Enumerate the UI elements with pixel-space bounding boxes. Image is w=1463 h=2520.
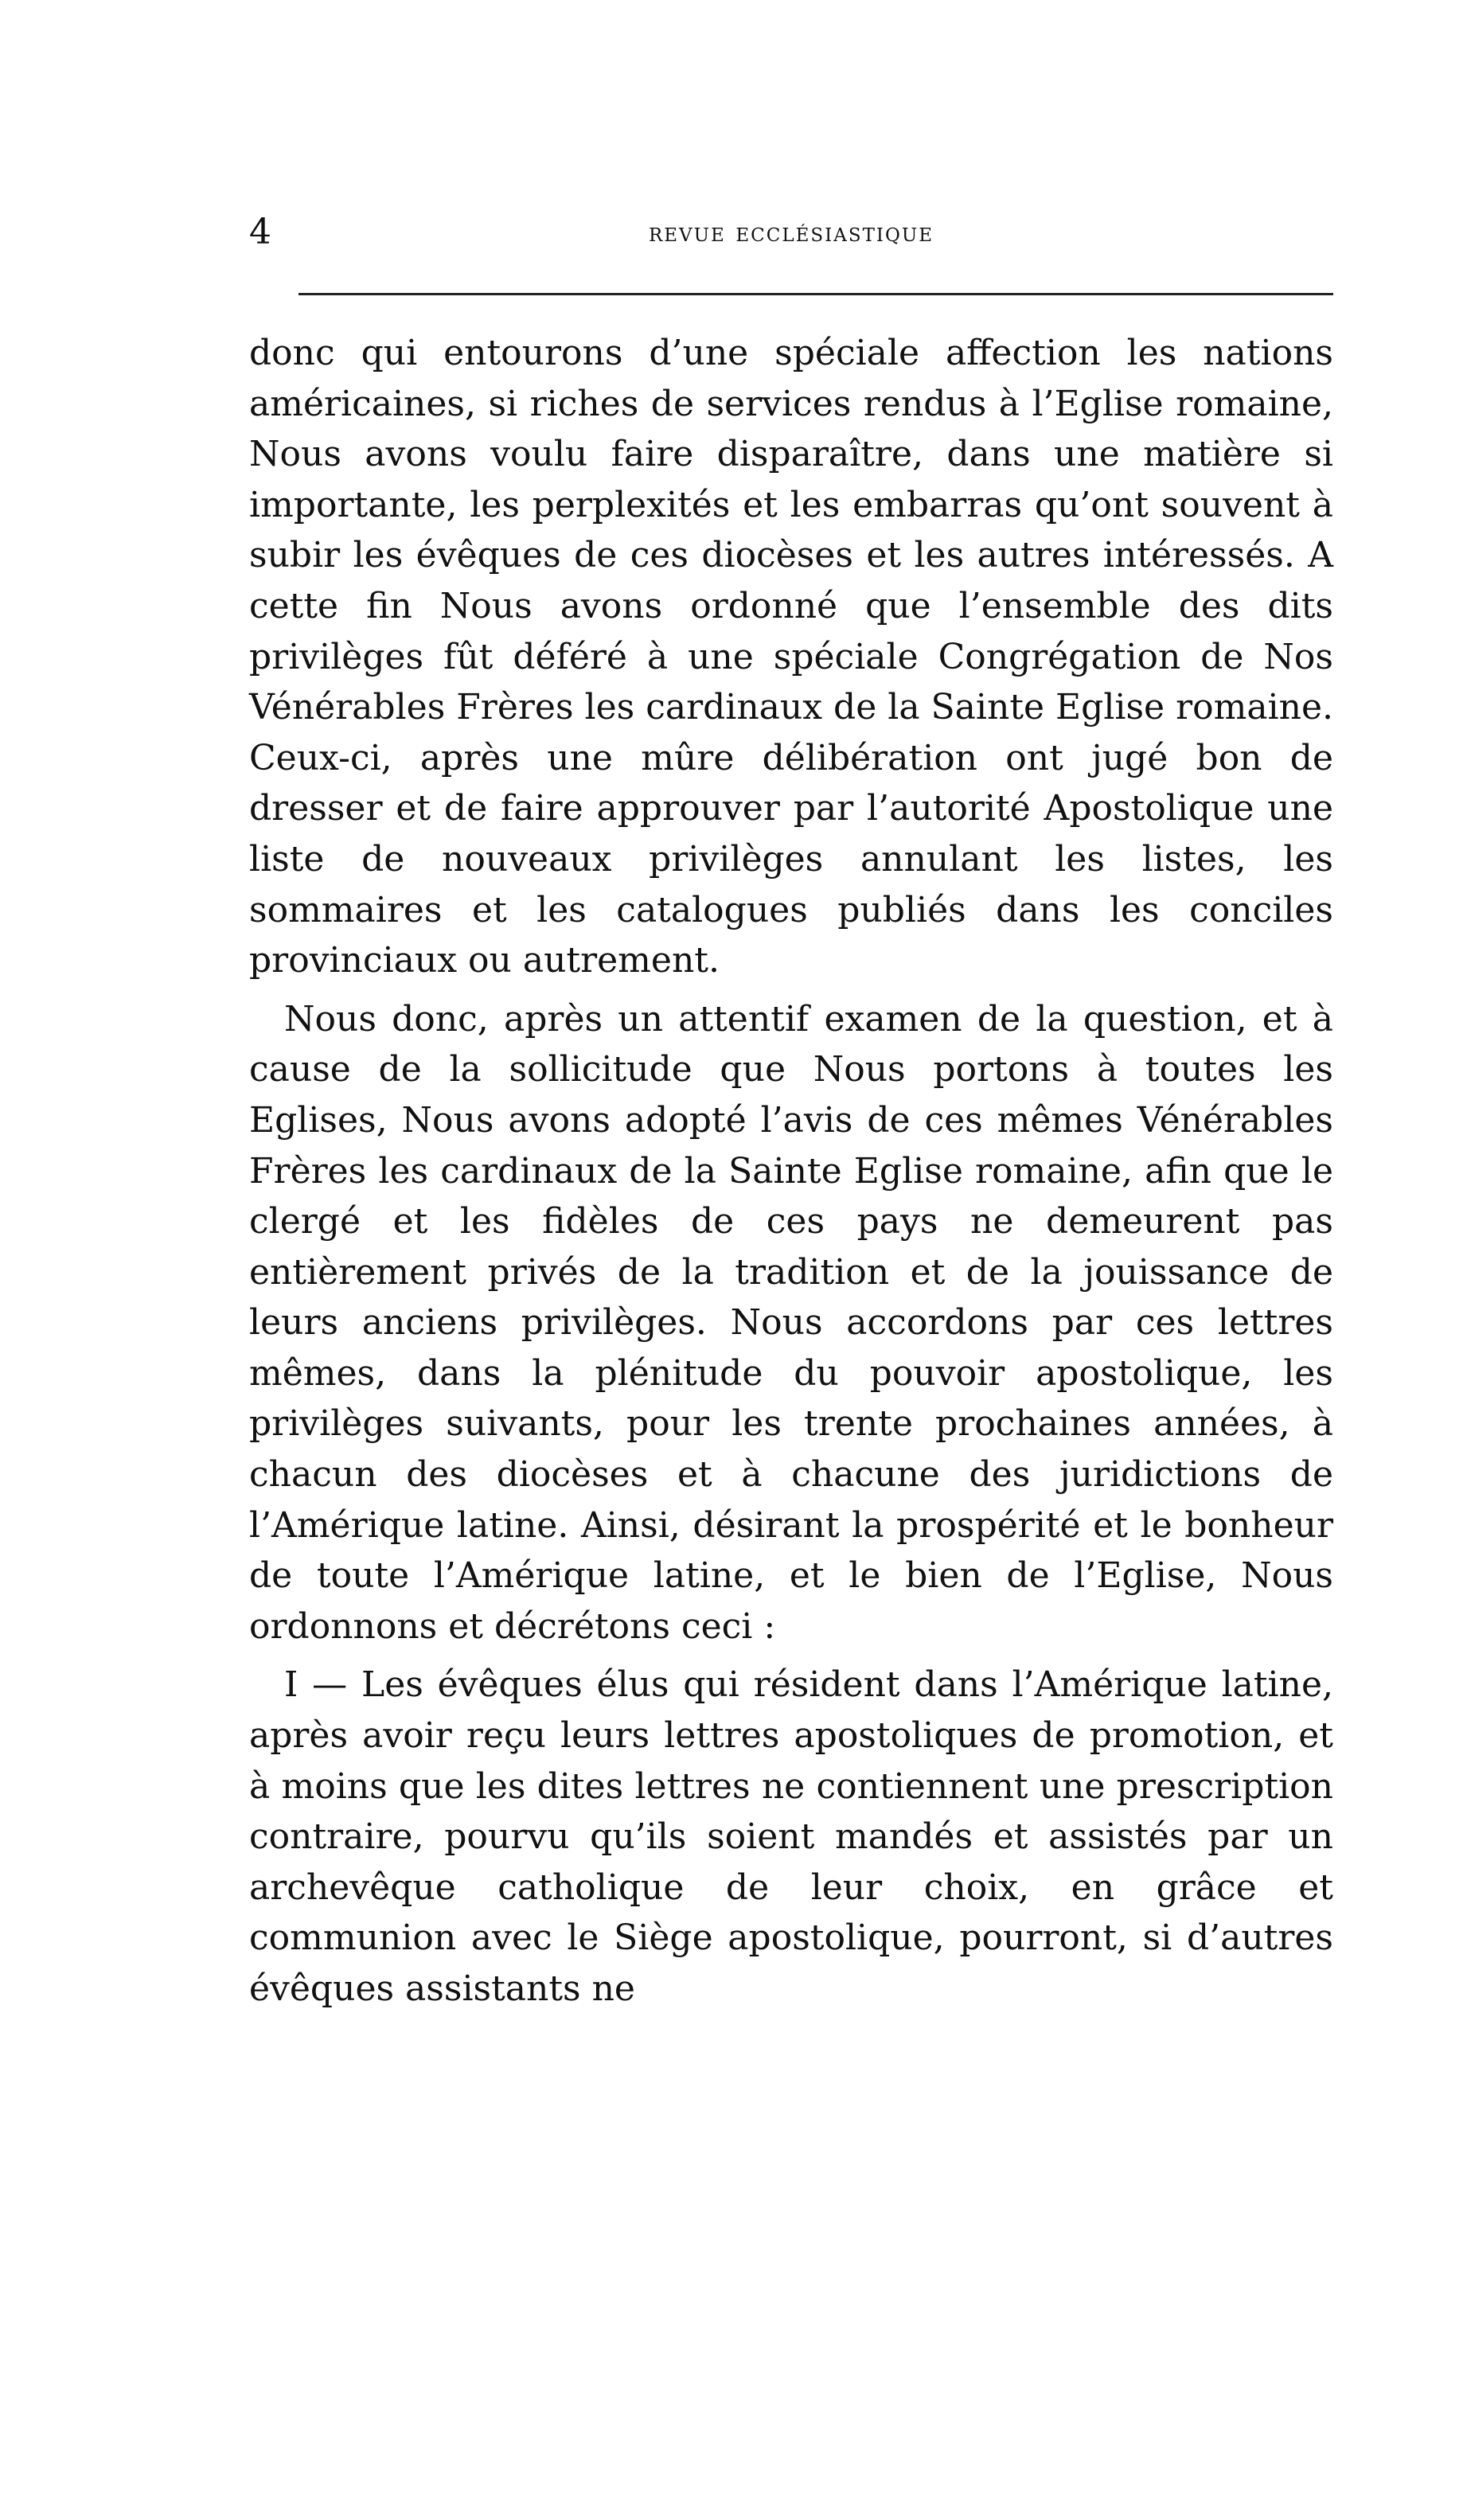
body-text — [249, 328, 1333, 2023]
journal-title: revue ecclésiastique — [648, 217, 934, 248]
paragraph-continued: donc qui entourons d’une spéciale affection les nations américaines, si riches de services rendus à l’Eglise romaine, Nous avons voulu faire disparaître, dans une matière si importante, les perplexités et les embarras qu’ont souvent à subir les évêques de ces diocèses et les autres intéressés. A cette fin Nous avons ordonné que l’ensemble des dits privilèges fût déféré à une spéciale Congrégation de Nos Vénérables Frères les cardinaux de la Sainte Eglise romaine. Ceux-ci, après une mûre délibération ont jugé bon de dresser et de faire approuver par l’autorité Apostolique une liste de nouveaux privilèges annulant les listes, les sommaires et les catalogues publiés dans les conciles provinciaux ou autrement. — [249, 333, 1333, 981]
paragraph: Nous donc, après un attentif examen de la question, et à cause de la sollicitude que Nous portons à toutes les Eglises, Nous avons adopté l’avis de ces mêmes Vénérables Frères les cardinaux de la Sainte Eglise romaine, afin que le clergé et les fidèles de ces pays ne demeurent pas entièrement privés de la tradition et de la jouissance de leurs anciens privilèges. Nous accordons par ces lettres mêmes, dans la plénitude du pouvoir apostolique, les privilèges suivants, pour les trente prochaines années, à chacun des diocèses et à chacune des juridictions de l’Amérique latine. Ainsi, désirant la prospérité et le bonheur de toute l’Amérique latine, et le bien de l’Eglise, Nous ordonnons et décrétons ceci : — [249, 998, 1333, 1647]
page-number: 4 — [249, 212, 271, 252]
header-rule — [298, 293, 1333, 295]
running-head — [249, 209, 1333, 256]
paragraph-article-one: I — Les évêques élus qui résident dans l’Amérique latine, après avoir reçu leurs lettres apostoliques de promotion, et à moins que les dites lettres ne contiennent une prescription contraire, pourvu qu’ils soient mandés et assistés par un archevêque catholique de leur choix, en grâce et communion avec le Siège apostolique, pourront, si d’autres évêques assistants ne — [249, 1664, 1333, 2009]
